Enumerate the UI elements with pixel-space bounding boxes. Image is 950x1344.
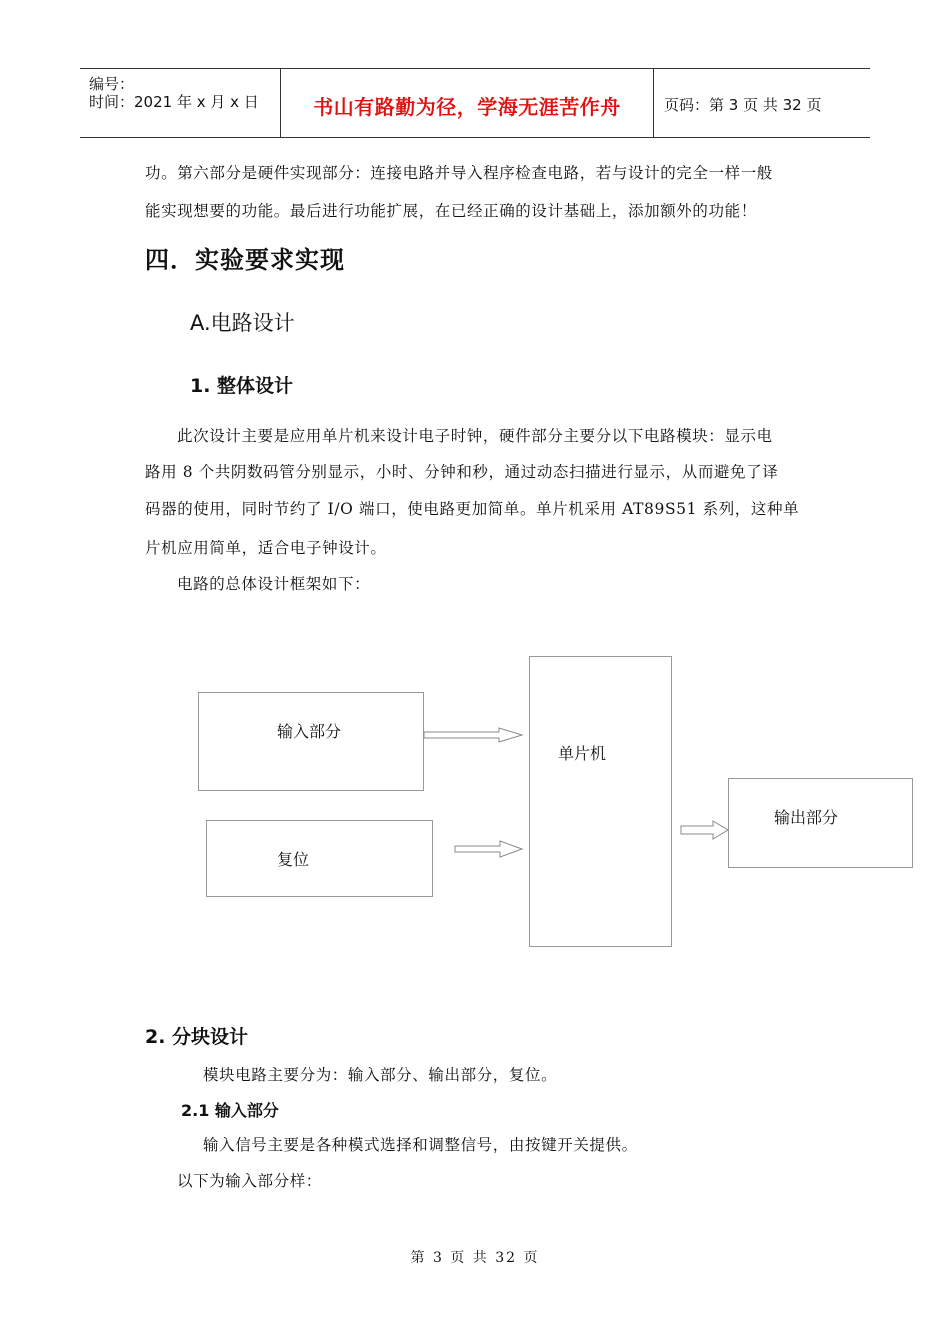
subsection-title-a: A.电路设计 bbox=[190, 311, 295, 335]
document-number-label: 编号： bbox=[89, 75, 135, 93]
mcu-block-label: 单片机 bbox=[558, 744, 607, 763]
header-motto: 书山有路勤为径，学海无涯苦作舟 bbox=[313, 95, 621, 119]
paragraph-1-line-1: 此次设计主要是应用单片机来设计电子时钟，硬件部分主要分以下电路模块：显示电 bbox=[177, 427, 773, 445]
document-date-label: 时间：2021 年 x 月 x 日 bbox=[89, 93, 259, 111]
reset-block bbox=[206, 820, 433, 897]
header-left-cell bbox=[80, 69, 281, 137]
paragraph-3: 模块电路主要分为：输入部分、输出部分，复位。 bbox=[203, 1066, 558, 1084]
output-block-label: 输出部分 bbox=[774, 808, 839, 827]
arrow-mcu-to-output bbox=[681, 821, 728, 839]
mcu-block bbox=[529, 656, 672, 947]
paragraph-2: 电路的总体设计框架如下： bbox=[177, 575, 371, 593]
paragraph-5: 以下为输入部分样： bbox=[177, 1172, 322, 1190]
intro-line-2: 能实现想要的功能。最后进行功能扩展，在已经正确的设计基础上，添加额外的功能！ bbox=[145, 202, 757, 220]
header-middle-cell bbox=[281, 69, 654, 137]
page-footer: 第 3 页 共 32 页 bbox=[410, 1250, 540, 1266]
paragraph-1-line-4: 片机应用简单，适合电子钟设计。 bbox=[145, 539, 387, 557]
page-header bbox=[80, 68, 870, 138]
input-block-label: 输入部分 bbox=[277, 722, 342, 741]
reset-block-label: 复位 bbox=[277, 850, 310, 869]
heading-overall-design: 1. 整体设计 bbox=[190, 375, 294, 397]
header-page-info: 页码：第 3 页 共 32 页 bbox=[664, 96, 822, 114]
paragraph-1-line-3: 码器的使用，同时节约了 I/O 端口，使电路更加简单。单片机采用 AT89S51 系列，这种单 bbox=[145, 500, 800, 518]
heading-input-section: 2.1 输入部分 bbox=[181, 1101, 279, 1120]
arrow-reset-to-mcu bbox=[455, 841, 522, 857]
heading-block-design: 2. 分块设计 bbox=[145, 1026, 249, 1048]
header-right-cell bbox=[654, 69, 870, 137]
section-title: 四．实验要求实现 bbox=[145, 246, 345, 274]
paragraph-4: 输入信号主要是各种模式选择和调整信号，由按键开关提供。 bbox=[203, 1136, 638, 1154]
intro-line-1: 功。第六部分是硬件实现部分：连接电路并导入程序检查电路，若与设计的完全一样一般 bbox=[145, 164, 773, 182]
paragraph-1-line-2: 路用 8 个共阴数码管分别显示，小时、分钟和秒，通过动态扫描进行显示，从而避免了译 bbox=[145, 463, 779, 481]
arrow-input-to-mcu bbox=[424, 728, 522, 742]
